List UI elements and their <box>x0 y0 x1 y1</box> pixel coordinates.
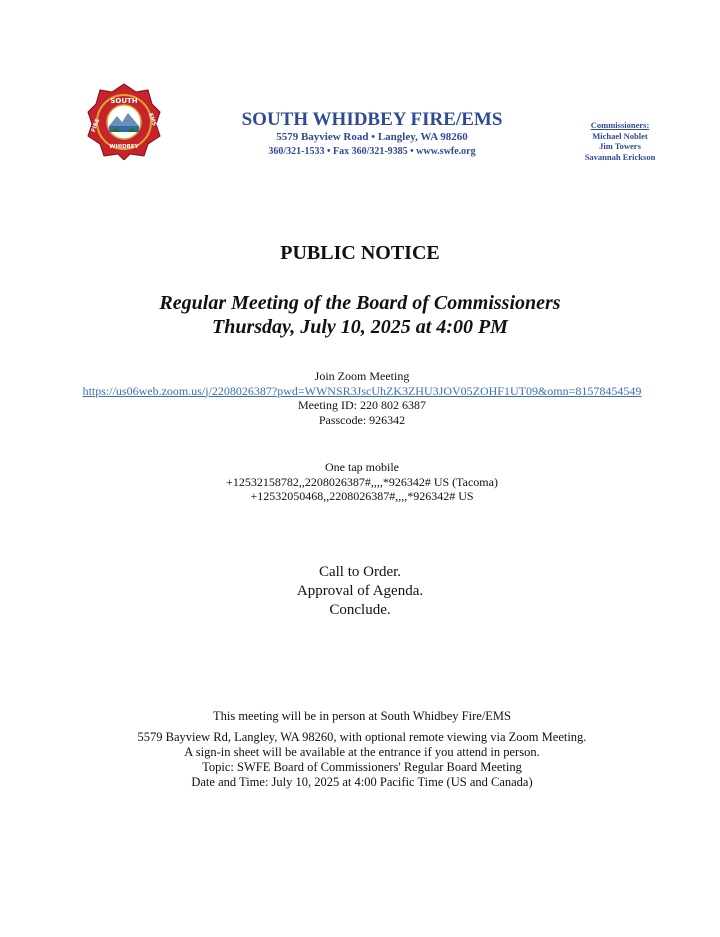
commissioner-name: Savannah Erickson <box>584 151 656 162</box>
org-name: SOUTH WHIDBEY FIRE/EMS <box>241 109 503 130</box>
zoom-meeting-id: Meeting ID: 220 802 6387 <box>298 398 426 412</box>
agenda-item: Approval of Agenda. <box>296 583 424 599</box>
meeting-date-line: Thursday, July 10, 2025 at 4:00 PM <box>212 316 508 338</box>
agenda-list <box>0 563 720 620</box>
org-address: 5579 Bayview Road • Langley, WA 98260 <box>276 131 468 143</box>
agenda-item: Conclude. <box>329 602 391 618</box>
footer-line: 5579 Bayview Rd, Langley, WA 98260, with optional remote viewing via Zoom Meeting. <box>137 730 587 744</box>
one-tap-number: +12532050468,,2208026387#,,,,*926342# US <box>250 489 474 503</box>
fire-department-badge-icon <box>86 82 162 160</box>
footer-line: Date and Time: July 10, 2025 at 4:00 Pacific Time (US and Canada) <box>191 775 533 789</box>
one-tap-number: +12532158782,,2208026387#,,,,*926342# US (Tacoma) <box>226 474 498 489</box>
commissioner-name: Michael Noblet <box>592 130 648 141</box>
badge-text-right: EMS <box>146 112 158 127</box>
commissioners-heading: Commissioners: <box>590 120 650 130</box>
footer-line: Topic: SWFE Board of Commissioners' Regular Board Meeting <box>202 760 522 774</box>
meeting-title-line: Regular Meeting of the Board of Commissioners <box>159 292 561 314</box>
notice-title: PUBLIC NOTICE <box>280 242 440 264</box>
commissioners-list <box>568 120 672 162</box>
footer-line: This meeting will be in person at South Whidbey Fire/EMS <box>212 709 511 723</box>
badge-text-bottom: WHIDBEY <box>109 144 139 150</box>
one-tap-label: One tap mobile <box>325 460 399 474</box>
commissioner-name: Jim Towers <box>599 141 641 151</box>
badge-text-top: SOUTH <box>110 97 138 105</box>
meeting-info-footer <box>80 709 644 790</box>
org-contact: 360/321-1533 • Fax 360/321-9385 • www.swfe.org <box>268 146 476 157</box>
one-tap-mobile <box>80 460 644 504</box>
badge-text-left: FIRE <box>90 118 102 134</box>
meeting-title <box>0 291 720 339</box>
agenda-item: Call to Order. <box>318 564 402 580</box>
zoom-join-label: Join Zoom Meeting <box>314 369 410 383</box>
footer-line: A sign-in sheet will be available at the entrance if you attend in person. <box>184 745 540 759</box>
zoom-meeting-link[interactable]: https://us06web.zoom.us/j/2208026387?pwd=WWNSR3JscUhZK3ZHU3JOV05ZOHF1UT09&omn=81578454549 <box>82 383 642 398</box>
zoom-passcode: Passcode: 926342 <box>318 412 406 427</box>
zoom-details <box>80 369 644 427</box>
